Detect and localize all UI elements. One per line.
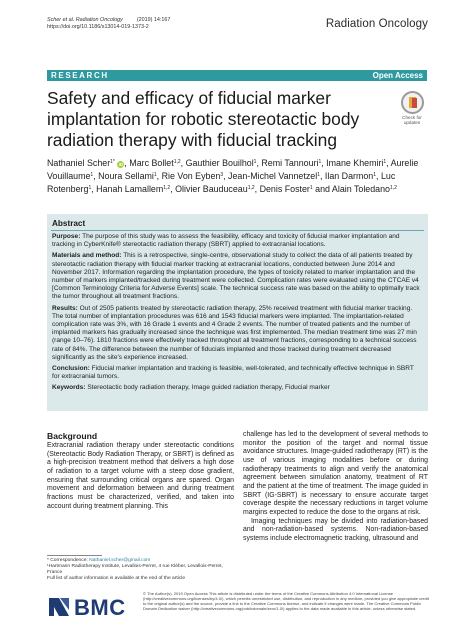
check-updates-icon: [401, 91, 424, 114]
author-affiliation-sup: 1: [383, 159, 387, 165]
author-name[interactable]: Remi Tannouri$^1$: [261, 158, 322, 168]
check-updates-label: Check for updates: [402, 115, 422, 126]
author-affiliation-sup: 1,2: [173, 159, 181, 165]
author-name[interactable]: Rie Von Eyben$^3$: [161, 171, 224, 181]
bmc-logo-text: BMC: [74, 595, 126, 620]
author-name[interactable]: Nathaniel Scher$^{1*}$ iD: [47, 158, 124, 168]
author-name[interactable]: Luc Rotenberg$^1$: [47, 171, 396, 194]
bmc-logo-icon: [47, 596, 71, 618]
background-paragraph-2: Imaging techniques may be divided into radiation-based and non-radiation-based systems. Non-radiation-based systems include electromagnetic tracking, ultrasound and: [243, 517, 428, 542]
author-affiliation-sup: 1: [88, 185, 92, 191]
author-name[interactable]: Alain Toledano$^{1,2}$: [331, 184, 397, 194]
author-info-note: Full list of author information is available at the end of the article: [47, 576, 186, 582]
author-affiliation-sup: 1: [317, 172, 320, 178]
abstract-heading: Abstract: [52, 219, 86, 228]
section-banner: [47, 70, 427, 81]
correspondence-label: * Correspondence:: [47, 558, 88, 563]
author-name[interactable]: Aurelie Vouillaume$^1$: [47, 158, 419, 181]
author-affiliation-sup: 1: [90, 172, 94, 178]
abstract-divider: [51, 230, 424, 231]
check-for-updates-badge[interactable]: [397, 91, 427, 126]
author-affiliation-sup: 1*: [110, 159, 115, 165]
author-affiliation-sup: 1: [153, 172, 157, 178]
author-name[interactable]: Jean-Michel Vannetzel$^1$: [228, 171, 320, 181]
author-affiliation-sup: 1,2: [390, 185, 397, 191]
author-affiliation-sup: 1: [318, 159, 322, 165]
footnotes: [47, 558, 234, 582]
author-affiliation-sup: 3: [220, 172, 224, 178]
author-name[interactable]: Marc Bollet$^{1,2}$: [129, 158, 181, 168]
author-name[interactable]: Noura Sellami$^1$: [98, 171, 157, 181]
citation-header: [47, 17, 170, 31]
author-affiliation-sup: 1: [373, 172, 377, 178]
footnote-divider: [47, 555, 102, 556]
abstract-results: Results: Out of 2505 patients treated by stereotactic radiation therapy, 25% received treatment with fiducial marker tracking. The total number of implantation procedures was 616 and 1543 fiducial markers were implanted. The implantation-related complication rate was 3%, with 16 Grade 1 events and 4 Grade 2 events. The number of treated patients and the number of implanted markers has gradually increased since the technique was first implemented. The median treatment time was 27 min (range 10–76). 1810 fractions were effectively tracked throughout all treatment fractions, corresponding to a technical success rate of 84%. The difference between the number of fiducials implanted and those tracked during treatment decreased significantly as the site's experience increased.: [52, 304, 417, 361]
author-affiliation-sup: 1,2: [163, 185, 171, 191]
journal-name: Radiation Oncology: [325, 18, 428, 30]
license-text: © The Author(s). 2019 Open Access This article is distributed under the terms of the Creative Commons Attribution 4.0 International License (http://creativecommons.org/licenses/by/4.0/), which permits unrestricted use, distribution, and reproduction in any medium, provided you give appropriate credit to the original author(s) and the source, provide a link to the Creative Commons license, and indicate if changes were made. The Creative Commons Public Domain Dedication waiver (http://creativecommons.org/publicdomain/zero/1.0/) applies to the data made available in this article, unless otherwise stated.: [143, 591, 429, 612]
abstract-box: [47, 214, 428, 411]
author-name[interactable]: Ilan Darmon$^1$: [324, 171, 377, 181]
abstract-body: [52, 233, 423, 396]
abstract-conclusion: Conclusion: Fiducial marker implantation and tracking is feasible, well-tolerated, and technically effective technique in SBRT for extracranial tumors.: [52, 365, 414, 381]
article-title: Safety and efficacy of fiducial marker implantation for robotic stereotactic body radiation therapy with fiducial tracking: [47, 88, 360, 150]
author-name[interactable]: Imane Khemiri$^1$: [326, 158, 387, 168]
author-name[interactable]: Gauthier Bouilhol$^1$: [185, 158, 257, 168]
abstract-methods: Materials and method: This is a retrospective, single-centre, observational study to collect the data of all patients treated by stereotactic radiation therapy with fiducial marker tracking at extracranial locations, conducted between June 2014 and November 2017. Information regarding the implantation procedure, the types of toxicity related to marker implantation and the number of markers implanted/tracked during treatment were collected. Complication rates were evaluated using the CTCAE v4 [Common Terminology Criteria for Adverse Events] scale. The technical success rate was based on the ability to optimally track the tumor throughout all treatment fractions.: [52, 252, 420, 301]
background-paragraph-1: challenge has led to the development of several methods to monitor the position of the target and normal tissue avoidance structures. Image-guided radiotherapy (RT) is the use of various imaging modalities before or during radiotherapy treatments to align and verify the anatomical agreement between simulation anatomy, treatment of RT and the patient at the time of treatment. The image guided in SBRT (IG-SBRT) is necessary to ensure accurate target coverage despite the necessary reductions in target volume margins expected to reduce the dose to the organs at risk.: [243, 431, 428, 516]
author-affiliation-sup: 1: [309, 185, 313, 191]
affiliation: ¹Hartmann Radiotherapy Institute, Levallois-Perret, 4 rue Kléber, Levallois-Perret, France: [47, 564, 223, 576]
citation-ref: (2019) 14:167: [136, 17, 171, 23]
banner-section: RESEARCH: [51, 71, 109, 80]
orcid-icon[interactable]: iD: [118, 162, 124, 167]
author-affiliation-sup: 1,2: [247, 185, 255, 191]
citation-authors: Scher et al.: [47, 17, 75, 23]
citation-journal: Radiation Oncology: [75, 17, 123, 23]
abstract-keywords: Keywords: Stereotactic body radiation therapy, Image guided radiation therapy, Fiducial marker: [52, 384, 330, 392]
background-heading: Background: [47, 431, 98, 441]
bmc-logo: [47, 595, 137, 619]
author-name[interactable]: Denis Foster$^1$: [259, 184, 313, 194]
banner-open-access: Open Access: [372, 71, 423, 80]
author-name[interactable]: Hanah Lamallem$^{1,2}$: [96, 184, 171, 194]
doi-link[interactable]: https://doi.org/10.1186/s13014-019-1373-2: [47, 24, 149, 30]
background-text-right: [243, 431, 428, 544]
background-text-left: Extracranial radiation therapy under stereotactic conditions (Stereotactic Body Radiation Therapy, or SBRT) is defined as a high-precision treatment method that delivers a high dose of radiation to a target volume with a steep dose gradient, ensuring that surrounding critical organs are spared. Organ movement and deformation between and during treatment fractions must be characterized, verified, and taken into account during treatment planning. This: [47, 442, 234, 510]
author-name[interactable]: Olivier Bauduceau$^{1,2}$: [175, 184, 255, 194]
abstract-purpose: Purpose: The purpose of this study was to assess the feasibility, efficacy and toxicity of fiducial marker implantation and tracking in CyberKnife® stereotactic radiation therapy (SBRT) applied to extracranial locations.: [52, 233, 400, 249]
author-affiliation-sup: 1: [253, 159, 257, 165]
author-list: Nathaniel Scher$^{1*}$ iD, Marc Bollet$^{1,2}$, Gauthier Bouilhol$^1$, Remi Tannouri$^1$, Imane Khemiri$^1$, Aurelie Vouillaume$^1$, Noura Sellami$^1$, Rie Von Eyben$^3$, Jean-Michel Vannetzel$^1$, Ilan Darmon$^1$, Luc Rotenberg$^1$, Hanah Lamallem$^{1,2}$, Olivier Bauduceau$^{1,2}$, Denis Foster$^1$ and Alain Toledano$^{1,2}$: [47, 158, 419, 194]
correspondence-email[interactable]: Nathaniel.scher@gmail.com: [89, 558, 151, 563]
